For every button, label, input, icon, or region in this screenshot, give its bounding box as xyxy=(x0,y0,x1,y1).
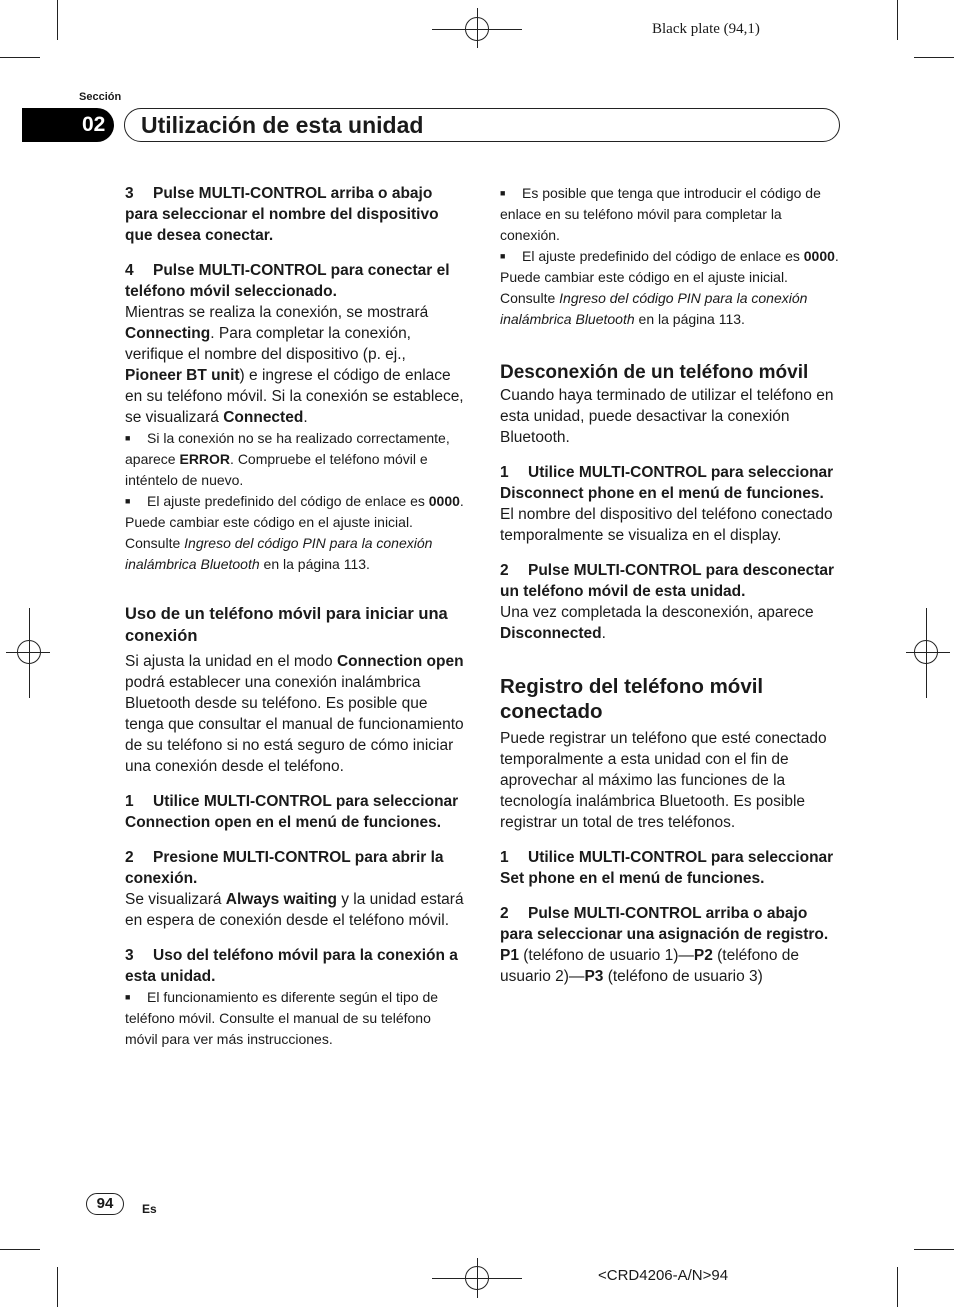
step-item: 2 Pulse MULTI-CONTROL arriba o abajo para seleccionar una asignación de registro. xyxy=(500,905,829,943)
section-title: Utilización de esta unidad xyxy=(124,108,840,142)
registration-target-icon xyxy=(914,640,938,664)
step-item: 3 Uso del teléfono móvil para la conexión a esta unidad. xyxy=(125,947,458,985)
page-number: 94 xyxy=(86,1193,124,1215)
crop-mark xyxy=(914,57,954,58)
section-number-badge: 02 xyxy=(22,108,114,142)
crop-mark xyxy=(914,1249,954,1250)
language-label: Es xyxy=(142,1202,157,1216)
crop-mark xyxy=(897,1267,898,1307)
step-item: 1 Utilice MULTI-CONTROL para seleccionar Set phone en el menú de funciones. xyxy=(500,849,834,887)
note-item: ■ El ajuste predefinido del código de enlace es 0000. Puede cambiar este código en el ajuste inicial. Consulte Ingreso del código PIN para la conexión inalámbrica Bluetooth en la página 113. xyxy=(125,493,464,572)
note-item: ■ El funcionamiento es diferente según el tipo de teléfono móvil. Consulte el manual de su teléfono móvil para ver más instrucciones. xyxy=(125,989,439,1047)
paragraph: Si ajusta la unidad en el modo Connection open podrá establecer una conexión inalámbrica Bluetooth desde su teléfono. Es posible que tenga que consultar el manual de funcionamiento de su teléfono si no está seguro de cómo iniciar una conexión desde el teléfono. xyxy=(125,653,464,775)
crop-mark xyxy=(57,0,58,40)
crop-mark xyxy=(0,1249,40,1250)
heading-disconnect: Desconexión de un teléfono móvil xyxy=(500,362,809,383)
square-bullet-icon: ■ xyxy=(500,251,506,261)
right-column xyxy=(500,183,840,987)
paragraph: Cuando haya terminado de utilizar el teléfono en esta unidad, puede desactivar la conexión Bluetooth. xyxy=(500,387,834,446)
crop-mark xyxy=(897,0,898,40)
step-item: 1 Utilice MULTI-CONTROL para seleccionar Disconnect phone en el menú de funciones. xyxy=(500,464,834,502)
plate-label: Black plate (94,1) xyxy=(652,21,760,37)
note-item: ■ El ajuste predefinido del código de enlace es 0000. Puede cambiar este código en el ajuste inicial. Consulte Ingreso del código PIN para la conexión inalámbrica Bluetooth en la página 113. xyxy=(500,248,839,327)
section-label: Sección xyxy=(79,91,122,103)
square-bullet-icon: ■ xyxy=(125,496,131,506)
step-item: 4 Pulse MULTI-CONTROL para conectar el teléfono móvil seleccionado. xyxy=(125,262,450,300)
left-column xyxy=(125,183,465,1050)
paragraph: El nombre del dispositivo del teléfono conectado temporalmente se visualiza en el display. xyxy=(500,506,833,544)
paragraph: Mientras se realiza la conexión, se mostrará Connecting. Para completar la conexión, verifique el nombre del dispositivo (p. ej., Pioneer BT unit) e ingrese el código de enlace en su teléfono móvil. Si la conexión se establece, se visualizará Connected. xyxy=(125,304,464,426)
registration-target-icon xyxy=(465,1266,489,1290)
square-bullet-icon: ■ xyxy=(500,188,506,198)
square-bullet-icon: ■ xyxy=(125,992,131,1002)
step-item: 1 Utilice MULTI-CONTROL para seleccionar Connection open en el menú de funciones. xyxy=(125,793,459,831)
subheading: Uso de un teléfono móvil para iniciar una conexión xyxy=(125,605,448,645)
paragraph: P1 (teléfono de usuario 1)—P2 (teléfono de usuario 2)—P3 (teléfono de usuario 3) xyxy=(500,947,800,985)
step-item: 2 Presione MULTI-CONTROL para abrir la conexión. xyxy=(125,849,444,887)
registration-target-icon xyxy=(465,17,489,41)
paragraph: Se visualizará Always waiting y la unidad estará en espera de conexión desde el teléfono móvil. xyxy=(125,891,464,929)
step-item: 3 Pulse MULTI-CONTROL arriba o abajo para seleccionar el nombre del dispositivo que desea conectar. xyxy=(125,185,439,244)
document-code: <CRD4206-A/N>94 xyxy=(598,1267,729,1284)
registration-target-icon xyxy=(17,640,41,664)
step-item: 2 Pulse MULTI-CONTROL para desconectar un teléfono móvil de esta unidad. xyxy=(500,562,835,600)
crop-mark xyxy=(0,57,40,58)
square-bullet-icon: ■ xyxy=(125,433,131,443)
heading-register: Registro del teléfono móvil conectado xyxy=(500,675,764,723)
crop-mark xyxy=(57,1267,58,1307)
paragraph: Puede registrar un teléfono que esté conectado temporalmente a esta unidad con el fin de aprovechar al máximo las funciones de la tecnología inalámbrica Bluetooth. Es posible registrar un total de tres teléfonos. xyxy=(500,730,827,831)
note-item: ■ Si la conexión no se ha realizado correctamente, aparece ERROR. Compruebe el teléfono móvil e inténtelo de nuevo. xyxy=(125,430,450,488)
paragraph: Una vez completada la desconexión, aparece Disconnected. xyxy=(500,604,814,642)
note-item: ■ Es posible que tenga que introducir el código de enlace en su teléfono móvil para completar la conexión. xyxy=(500,185,821,243)
